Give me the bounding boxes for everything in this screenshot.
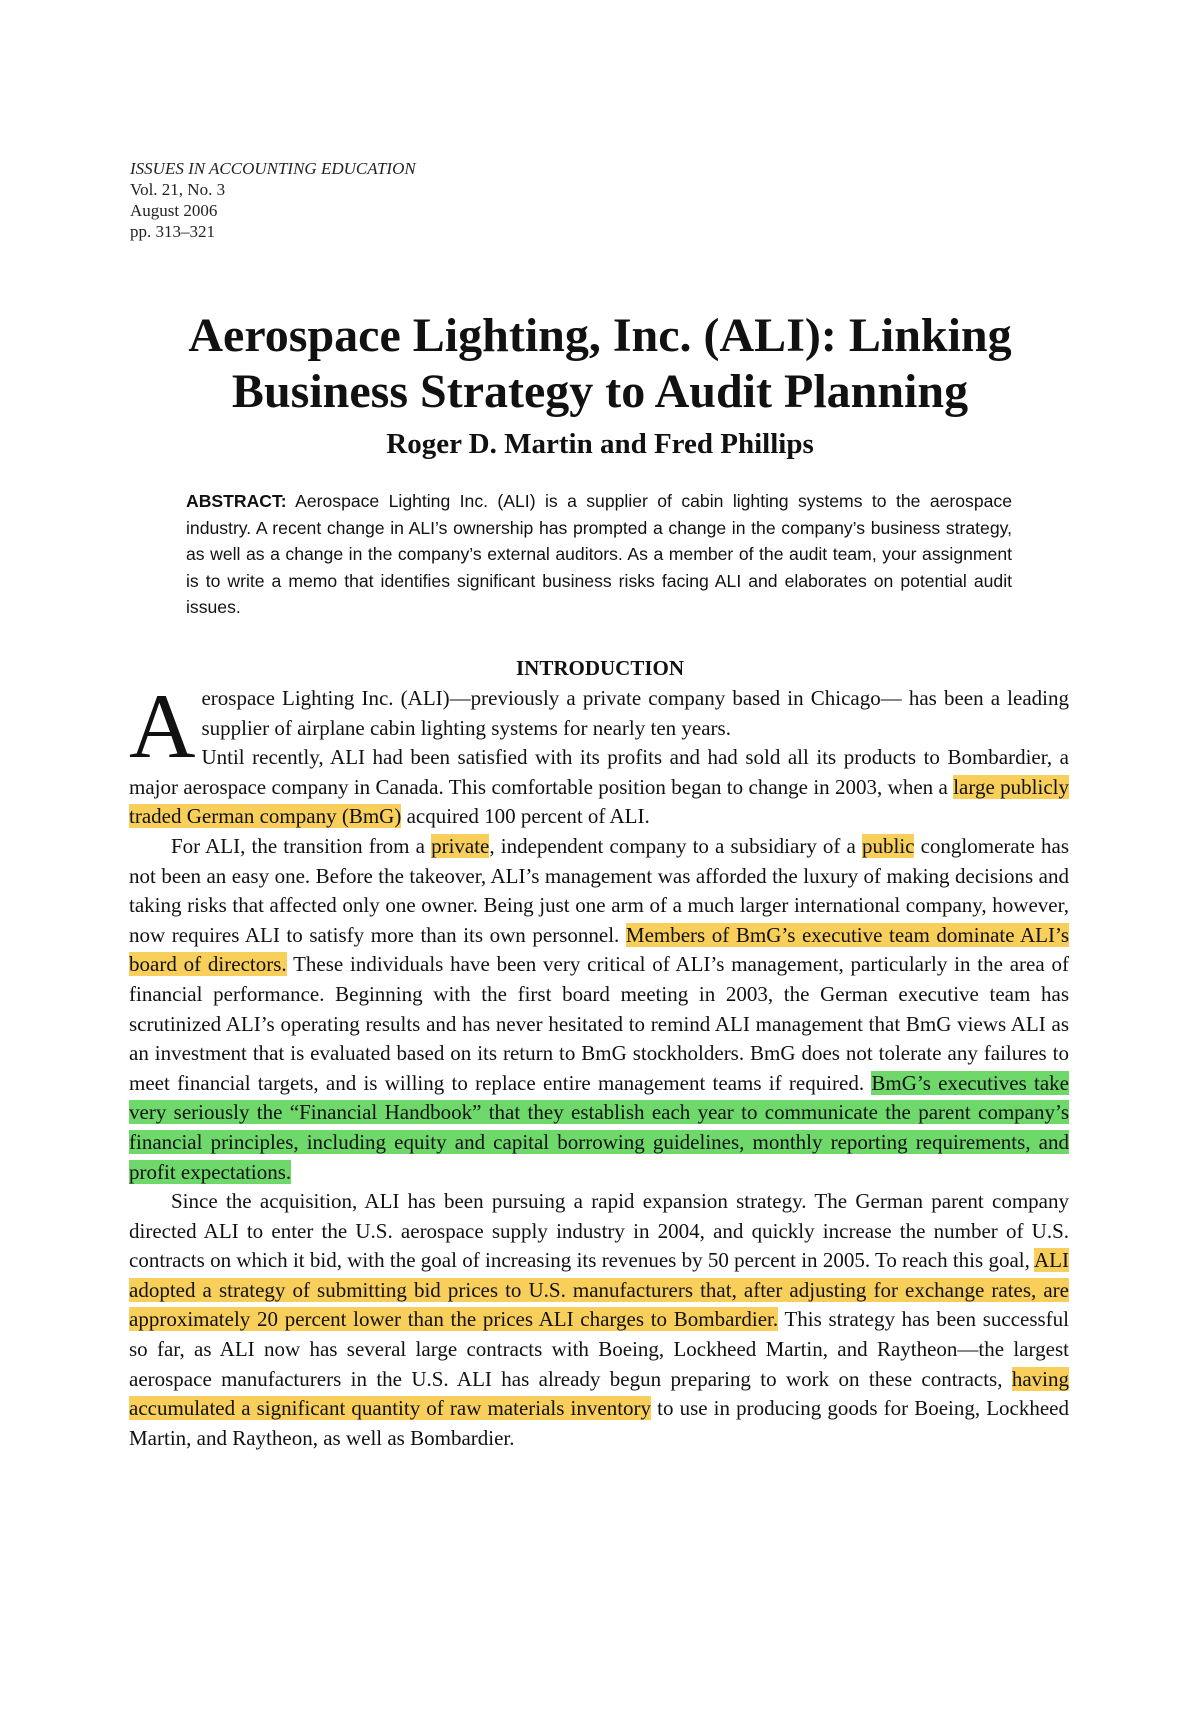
section-heading: INTRODUCTION bbox=[515, 656, 685, 680]
paragraph-3-text-c: conglomerate has not been an easy one. Before the takeover, ALI’s management was afforded the luxury of making decisions and taking risks that affected only one owner. Being just one arm of a much larger international company, however, now requires ALI to satisfy more than its own personnel. bbox=[129, 833, 1069, 947]
journal-name: ISSUES IN ACCOUNTING EDUCATION bbox=[130, 159, 416, 178]
paragraph-4 bbox=[129, 1187, 1069, 1453]
journal-info bbox=[130, 158, 416, 242]
highlight-bid-prices: ALI adopted a strategy of submitting bid prices to U.S. manufacturers that, after adjusting for exchange rates, are approximately 20 percent lower than the prices ALI charges to Bombardier. bbox=[129, 1248, 1069, 1332]
paragraph-2-text-b: acquired 100 percent of ALI. bbox=[401, 804, 650, 829]
paragraph-3-text-b: , independent company to a subsidiary of a bbox=[489, 833, 862, 858]
paragraph-4-text-b: This strategy has been successful so far, as ALI now has several large contracts with Boeing, Lockheed Martin, and Raytheon—the largest aerospace manufacturers in the U.S. ALI has already begun preparing to work on these contracts, bbox=[129, 1307, 1070, 1391]
paragraph-3 bbox=[129, 832, 1069, 1187]
paragraph-3-text-a: For ALI, the transition from a bbox=[171, 833, 432, 858]
paragraph-3-text-d: These individuals have been very critical of ALI’s management, particularly in the area of financial performance. Beginning with the first board meeting in 2003, the German executive team has scrutinized ALI’s operating results and has never hesitated to remind ALI management that BmG views ALI as an investment that is evaluated based on its return to BmG stockholders. BmG does not tolerate any failures to meet financial targets, and is willing to replace entire management teams if required. bbox=[129, 952, 1069, 1095]
paragraph-2-text-a: Until recently, ALI had been satisfied with its profits and had sold all its products to Bombardier, a major aerospace company in Canada. This comfortable position began to change in 2003, when a bbox=[129, 745, 1069, 799]
paper-title bbox=[80, 308, 1120, 420]
journal-date: August 2006 bbox=[130, 201, 218, 220]
paragraph-4-text-c: to use in producing goods for Boeing, Lockheed Martin, and Raytheon, as well as Bombardier. bbox=[129, 1396, 1070, 1450]
section-body bbox=[129, 675, 1070, 1453]
journal-pages: pp. 313–321 bbox=[130, 222, 215, 241]
highlight-public: public bbox=[861, 833, 915, 858]
abstract-text: Aerospace Lighting Inc. (ALI) is a supplier of cabin lighting systems to the aerospace industry. A recent change in ALI’s ownership has prompted a change in the company’s business strategy, as well as a change in the company’s external auditors. As a member of the audit team, your assignment is to write a memo that identifies significant business risks facing ALI and elaborates on potential audit issues. bbox=[186, 491, 1012, 618]
highlight-board: Members of BmG’s executive team dominate ALI’s board of directors. bbox=[129, 922, 1069, 977]
journal-volume: Vol. 21, No. 3 bbox=[130, 180, 226, 199]
highlight-inventory: having accumulated a significant quantity of raw materials inventory bbox=[129, 1366, 1069, 1421]
paper-title-line-1: Aerospace Lighting, Inc. (ALI): Linking bbox=[188, 309, 1012, 362]
highlight-bmg: large publicly traded German company (BmG) bbox=[129, 774, 1069, 829]
paper-authors: Roger D. Martin and Fred Phillips bbox=[386, 428, 814, 460]
abstract bbox=[186, 488, 1012, 621]
highlight-financial-handbook: BmG’s executives take very seriously the “Financial Handbook” that they establish each year to communicate the parent company’s financial principles, including equity and capital borrowing guidelines, monthly reporting requirements, and profit expectations. bbox=[129, 1070, 1069, 1184]
paper-title-line-2: Business Strategy to Audit Planning bbox=[231, 365, 969, 418]
drop-cap: A bbox=[129, 675, 196, 777]
paragraph-1-text: erospace Lighting Inc. (ALI)—previously a private company based in Chicago— has been a leading supplier of airplane cabin lighting systems for nearly ten years. bbox=[201, 686, 1069, 740]
paragraph-4-text-a: Since the acquisition, ALI has been pursuing a rapid expansion strategy. The German parent company directed ALI to enter the U.S. aerospace supply industry in 2004, and quickly increase the number of U.S. contracts on which it bid, with the goal of increasing its revenues by 50 percent in 2005. To reach this goal, bbox=[129, 1189, 1069, 1273]
abstract-label: ABSTRACT: bbox=[186, 491, 287, 511]
highlight-private: private bbox=[431, 833, 490, 858]
paragraph-2 bbox=[129, 743, 1069, 832]
